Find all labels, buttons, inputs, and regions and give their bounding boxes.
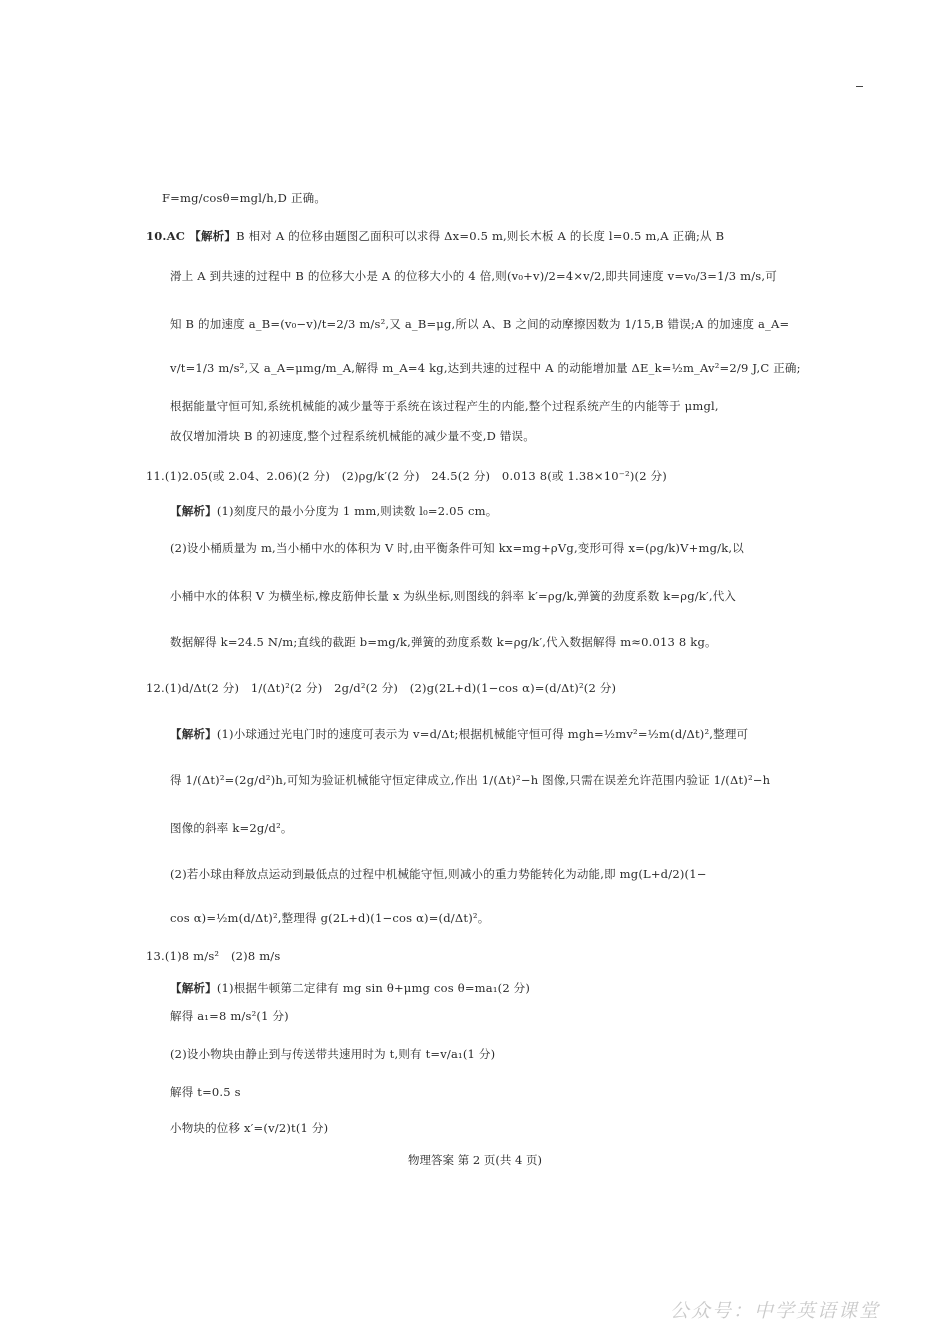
text-line	[170, 726, 748, 742]
text-line: 11.(1)2.05(或 2.04、2.06)(2 分) (2)ρg/k′(2 分) 24.5(2 分) 0.013 8(或 1.38×10⁻²)(2 分)	[146, 469, 667, 483]
text-line: 知 B 的加速度 a_B=(v₀−v)/t=2/3 m/s²,又 a_B=μg,所以 A、B 之间的动摩擦因数为 1/15,B 错误;A 的加速度 a_A=	[170, 317, 790, 331]
text-line: 12.(1)d/Δt(2 分) 1/(Δt)²(2 分) 2g/d²(2 分) (2)g(2L+d)(1−cos α)=(d/Δt)²(2 分)	[146, 681, 617, 695]
corner-mark	[856, 86, 863, 87]
text-line	[170, 980, 530, 996]
text-line: 根据能量守恒可知,系统机械能的减少量等于系统在该过程产生的内能,整个过程系统产生的内能等于 μmgl,	[170, 399, 719, 413]
text-line: cos α)=½m(d/Δt)²,整理得 g(2L+d)(1−cos α)=(d/Δt)²。	[170, 911, 490, 925]
text-line: (2)设小桶质量为 m,当小桶中水的体积为 V 时,由平衡条件可知 kx=mg+ρVg,变形可得 x=(ρg/k)V+mg/k,以	[170, 541, 744, 555]
text-line: 数据解得 k=24.5 N/m;直线的截距 b=mg/k,弹簧的劲度系数 k=ρg/k′,代入数据解得 m≈0.013 8 kg。	[170, 635, 717, 649]
analysis-label: 【解析】	[170, 504, 217, 518]
text-line: 故仅增加滑块 B 的初速度,整个过程系统机械能的减少量不变,D 错误。	[170, 429, 535, 443]
text-line: 小桶中水的体积 V 为横坐标,橡皮筋伸长量 x 为纵坐标,则图线的斜率 k′=ρg/k,弹簧的劲度系数 k=ρg/k′,代入	[170, 589, 737, 603]
text-line: F=mg/cosθ=mgl/h,D 正确。	[162, 191, 327, 205]
analysis-text: B 相对 A 的位移由题图乙面积可以求得 Δx=0.5 m,则长木板 A 的长度 l=0.5 m,A 正确;从 B	[236, 229, 725, 243]
text-line: v/t=1/3 m/s²,又 a_A=μmg/m_A,解得 m_A=4 kg,达到共速的过程中 A 的动能增加量 ΔE_k=½m_Av²=2/9 J,C 正确;	[170, 361, 801, 375]
text-line: 解得 a₁=8 m/s²(1 分)	[170, 1009, 289, 1023]
analysis-text: (1)刻度尺的最小分度为 1 mm,则读数 l₀=2.05 cm。	[216, 504, 498, 518]
page-footer: 物理答案 第 2 页(共 4 页)	[408, 1153, 542, 1167]
text-line: 小物块的位移 x′=(v/2)t(1 分)	[170, 1121, 329, 1135]
text-line: 13.(1)8 m/s² (2)8 m/s	[146, 949, 281, 963]
analysis-text: (1)根据牛顿第二定律有 mg sin θ+μmg cos θ=ma₁(2 分)	[216, 981, 531, 995]
answer-label: 10.AC 【解析】	[146, 229, 237, 243]
text-line: 滑上 A 到共速的过程中 B 的位移大小是 A 的位移大小的 4 倍,则(v₀+v)/2=4×v/2,即共同速度 v=v₀/3=1/3 m/s,可	[170, 269, 777, 283]
text-line: 解得 t=0.5 s	[170, 1085, 241, 1099]
text-line: 得 1/(Δt)²=(2g/d²)h,可知为验证机械能守恒定律成立,作出 1/(Δt)²−h 图像,只需在误差允许范围内验证 1/(Δt)²−h	[170, 773, 771, 787]
watermark: 公众号：中学英语课堂	[670, 1300, 881, 1322]
text-line: 图像的斜率 k=2g/d²。	[170, 821, 293, 835]
text-line: (2)若小球由释放点运动到最低点的过程中机械能守恒,则减小的重力势能转化为动能,即 mg(L+d/2)(1−	[170, 867, 707, 881]
analysis-label: 【解析】	[170, 727, 217, 741]
text-line	[170, 503, 497, 519]
text-line	[146, 228, 724, 244]
analysis-text: (1)小球通过光电门时的速度可表示为 v=d/Δt;根据机械能守恒可得 mgh=½mv²=½m(d/Δt)²,整理可	[216, 727, 749, 741]
text-line: (2)设小物块由静止到与传送带共速用时为 t,则有 t=v/a₁(1 分)	[170, 1047, 496, 1061]
analysis-label: 【解析】	[170, 981, 217, 995]
